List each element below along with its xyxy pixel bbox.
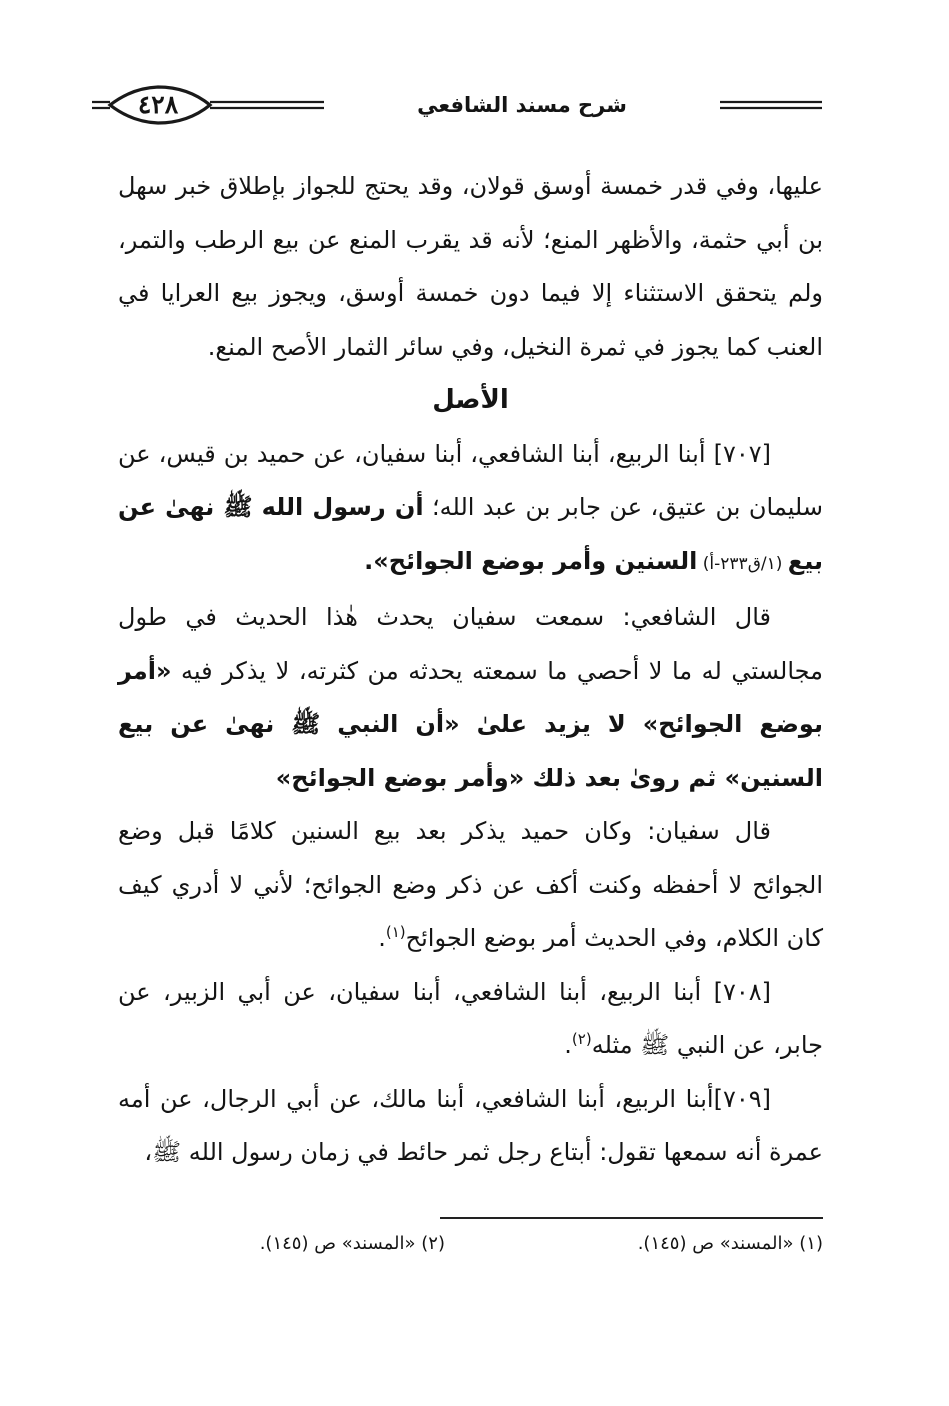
- paragraph-709-text: أبنا الربيع، أبنا الشافعي، أبنا مالك، عن أبي الرجال، عن أمه عمرة أنه سمعها تقول: أبتاع رجل ثمر حائط في زمان رسول الله ﷺ،: [118, 1084, 823, 1166]
- hadith-number-708: [٧٠٨]: [713, 977, 771, 1006]
- section-heading: الأصل: [432, 385, 509, 415]
- paragraph-709: [118, 1073, 823, 1180]
- hadith-number-707: [٧٠٧]: [713, 439, 771, 468]
- paragraph-shafii-bold: «أمر بوضع الجوائح» لا يزيد علىٰ «أن النبي ﷺ نهىٰ عن بيع السنين» ثم روىٰ بعد ذلك «وأمر بوضع الجوائح»: [118, 656, 823, 792]
- manuscript-ref: (١/ق٢٣٣-أ): [697, 553, 788, 574]
- paragraph-shafii: [118, 591, 823, 805]
- hadith-number-709: [٧٠٩]: [713, 1084, 771, 1113]
- paragraph-1: عليها، وفي قدر خمسة أوسق قولان، وقد يحتج للجواز بإطلاق خبر سهل بن أبي حثمة، والأظهر المنع؛ لأنه قد يقرب المنع عن بيع الرطب والتمر، ولم يتحقق الاستثناء إلا فيما دون خمسة أوسق، ويجوز بيع العرايا في العنب كما يجوز في ثمرة النخيل، وفي سائر الثمار الأصح المنع.: [118, 172, 823, 361]
- paragraph-sufyan: [118, 805, 823, 966]
- footnote-2: (٢) «المسند» ص (١٤٥).: [259, 1233, 445, 1254]
- paragraph-707-text: أبنا الربيع، أبنا الشافعي، أبنا سفيان، عن حميد بن قيس، عن سليمان بن عتيق، عن جابر بن عبد الله؛: [118, 439, 823, 521]
- paragraph-708: [118, 966, 823, 1073]
- paragraph-shafii-text: قال الشافعي: سمعت سفيان يحدث هٰذا الحديث في طول مجالستي له ما لا أحصي ما سمعته يحدثه من كثرته، لا يذكر فيه: [118, 603, 823, 685]
- footnote-ref-2: (٢): [571, 1030, 592, 1048]
- paragraph-707-bold-2: السنين وأمر بوضع الجوائح».: [364, 546, 698, 575]
- paragraph-sufyan-end: .: [378, 924, 386, 952]
- main-text: [118, 160, 823, 1180]
- page-number: ٤٢٨: [137, 90, 179, 119]
- page-header: [92, 78, 822, 132]
- book-title: شرح مسند الشافعي: [417, 93, 627, 117]
- paragraph-sufyan-text: قال سفيان: وكان حميد يذكر بعد بيع السنين كلامًا قبل وضع الجوائح لا أحفظه وكنت أكف عن ذكر وضع الجوائح؛ لأني لا أدري كيف كان الكلام، وفي الحديث أمر بوضع الجوائح: [118, 817, 823, 952]
- paragraph-708-text: أبنا الربيع، أبنا الشافعي، أبنا سفيان، عن أبي الزبير، عن جابر، عن النبي ﷺ مثله: [118, 977, 823, 1059]
- footnote-divider: [440, 1217, 823, 1219]
- footnote-ref-1: (١): [385, 923, 406, 941]
- footnotes: [150, 1224, 823, 1264]
- footnote-1: (١) «المسند» ص (١٤٥).: [637, 1233, 823, 1254]
- paragraph-707: [118, 428, 823, 592]
- paragraph-707-bold-1: أن رسول الله ﷺ نهىٰ عن بيع: [118, 493, 823, 575]
- paragraph-708-end: .: [564, 1031, 572, 1059]
